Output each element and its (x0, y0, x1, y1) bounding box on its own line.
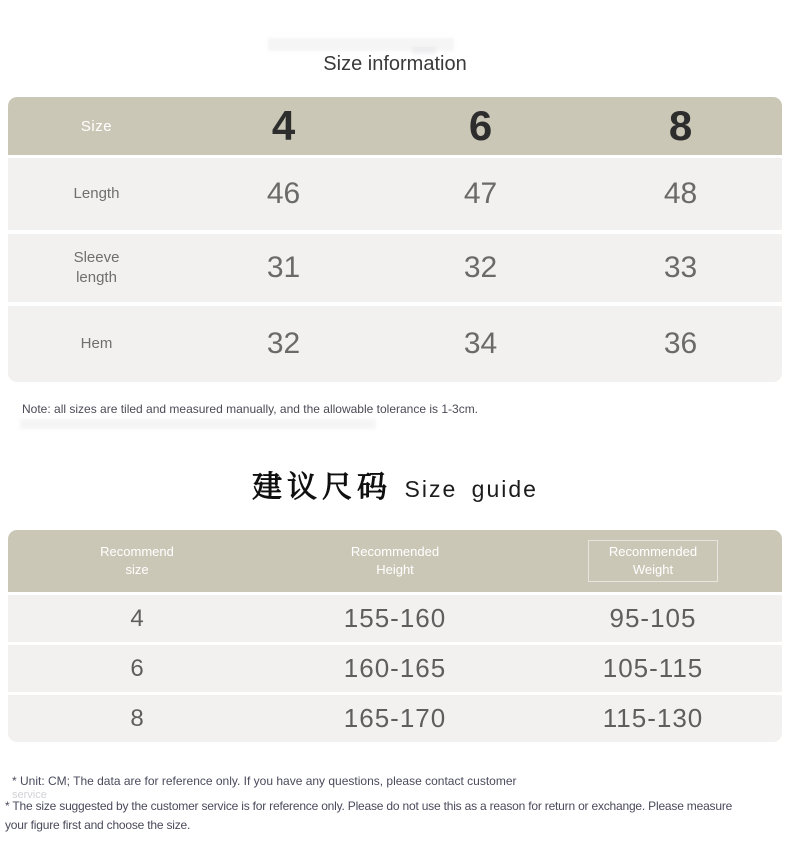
recommend-size-header: Recommend size (100, 544, 174, 577)
size-table-header-row (8, 97, 782, 155)
size-column-6: 6 (468, 102, 493, 149)
size-guide-title-chinese: 建议尺码 (252, 470, 393, 505)
size-suggestion-footnote (5, 796, 790, 834)
size-suggestion-footnote-line1: * The size suggested by the customer service is for reference only. Please do not use this as a reason for return or exchange. Please measure (5, 799, 733, 813)
cell-weight-range: 95-105 (609, 603, 697, 633)
size-column-4: 4 (271, 102, 296, 149)
watermark-smudge (20, 419, 376, 429)
table-row-sleeve-length (8, 234, 782, 302)
cell-height-range: 160-165 (343, 653, 447, 683)
table-row-hem (8, 306, 782, 382)
size-column-8: 8 (668, 102, 693, 149)
size-information-table (8, 97, 782, 382)
unit-footnote-faded-continuation: service (12, 789, 47, 801)
size-suggestion-footnote-line2: your figure first and choose the size. (5, 818, 191, 832)
cell-size: 8 (130, 704, 144, 732)
cell-height-range: 155-160 (343, 603, 447, 633)
size-guide-row-4 (8, 595, 782, 642)
unit-footnote: * Unit: CM; The data are for reference only. If you have any questions, please contact customer (12, 774, 517, 788)
table-row-length (8, 158, 782, 230)
cell-weight-range: 105-115 (602, 653, 704, 683)
recommended-weight-header: Recommended Weight (588, 540, 718, 581)
size-header-cell: Size (80, 117, 113, 135)
size-guide-row-8 (8, 695, 782, 742)
cell-value: 47 (463, 177, 498, 210)
size-guide-title-english: Size guide (404, 476, 538, 502)
row-label: Sleeve length (73, 248, 120, 286)
size-information-title: Size information (323, 53, 467, 75)
cell-value: 32 (266, 327, 301, 360)
cell-value: 31 (266, 251, 301, 284)
size-guide-row-6 (8, 645, 782, 692)
recommended-height-header: Recommended Height (350, 544, 440, 577)
cell-size: 6 (130, 654, 144, 682)
cell-value: 48 (663, 177, 698, 210)
cell-value: 36 (663, 327, 698, 360)
cell-value: 34 (463, 327, 498, 360)
size-guide-table (8, 530, 782, 742)
cell-value: 32 (463, 251, 498, 284)
size-guide-title (0, 468, 790, 513)
row-label: Hem (80, 334, 113, 352)
size-guide-header-row (8, 530, 782, 592)
measurement-tolerance-note: Note: all sizes are tiled and measured manually, and the allowable tolerance is 1-3cm. (22, 402, 479, 416)
cell-value: 46 (266, 177, 301, 210)
row-label: Length (73, 184, 120, 202)
cell-value: 33 (663, 251, 698, 284)
cell-height-range: 165-170 (343, 703, 447, 733)
cell-size: 4 (130, 604, 144, 632)
cell-weight-range: 115-130 (602, 703, 704, 733)
